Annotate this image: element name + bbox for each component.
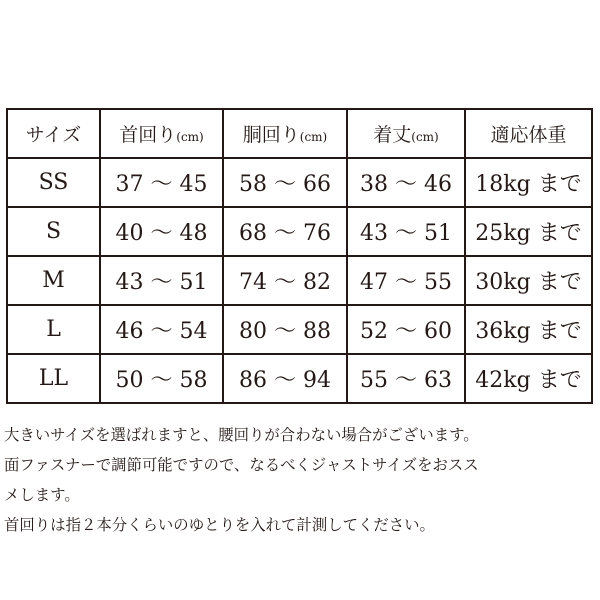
cell-neck: 40 ～ 48 — [100, 207, 223, 256]
cell-waist: 80 ～ 88 — [223, 305, 347, 354]
header-length-label: 着丈 — [373, 124, 412, 146]
header-length — [347, 109, 465, 158]
cell-waist: 68 ～ 76 — [223, 207, 347, 256]
header-weight — [465, 109, 592, 158]
table-header-row — [7, 109, 592, 158]
table-row — [7, 256, 592, 305]
cell-weight: 42kg まで — [465, 354, 592, 403]
table-row — [7, 354, 592, 403]
cell-waist: 58 ～ 66 — [223, 158, 347, 207]
header-waist-label: 胴回り — [242, 124, 300, 146]
cell-waist: 86 ～ 94 — [223, 354, 347, 403]
size-notes — [4, 420, 596, 540]
cell-length: 55 ～ 63 — [347, 354, 465, 403]
cell-weight: 36kg まで — [465, 305, 592, 354]
cell-size: SS — [7, 158, 100, 207]
header-size — [7, 109, 100, 158]
cell-size: L — [7, 305, 100, 354]
note-line: 大きいサイズを選ばれますと、腰回りが合わない場合がございます。 — [4, 426, 479, 444]
cell-neck: 50 ～ 58 — [100, 354, 223, 403]
note-line: 面ファスナーで調節可能ですので、なるべくジャストサイズをおスス — [4, 456, 479, 474]
cell-neck: 46 ～ 54 — [100, 305, 223, 354]
header-waist — [223, 109, 347, 158]
header-neck — [100, 109, 223, 158]
header-neck-unit: (cm) — [176, 130, 204, 144]
cell-neck: 43 ～ 51 — [100, 256, 223, 305]
cell-weight: 18kg まで — [465, 158, 592, 207]
header-neck-label: 首回り — [119, 124, 177, 146]
cell-length: 38 ～ 46 — [347, 158, 465, 207]
cell-weight: 25kg まで — [465, 207, 592, 256]
table-row — [7, 305, 592, 354]
cell-weight: 30kg まで — [465, 256, 592, 305]
cell-length: 47 ～ 55 — [347, 256, 465, 305]
cell-waist: 74 ～ 82 — [223, 256, 347, 305]
note-line: 首回りは指２本分くらいのゆとりを入れて計測してください。 — [4, 516, 435, 534]
cell-neck: 37 ～ 45 — [100, 158, 223, 207]
cell-size: S — [7, 207, 100, 256]
cell-length: 52 ～ 60 — [347, 305, 465, 354]
header-waist-unit: (cm) — [299, 130, 328, 144]
size-table — [6, 108, 593, 404]
table-row — [7, 207, 592, 256]
header-size-label: サイズ — [25, 124, 82, 146]
cell-length: 43 ～ 51 — [347, 207, 465, 256]
header-length-unit: (cm) — [411, 130, 439, 144]
note-line: メします。 — [4, 486, 80, 504]
header-weight-label: 適応体重 — [490, 124, 567, 146]
table-row — [7, 158, 592, 207]
cell-size: M — [7, 256, 100, 305]
cell-size: LL — [7, 354, 100, 403]
